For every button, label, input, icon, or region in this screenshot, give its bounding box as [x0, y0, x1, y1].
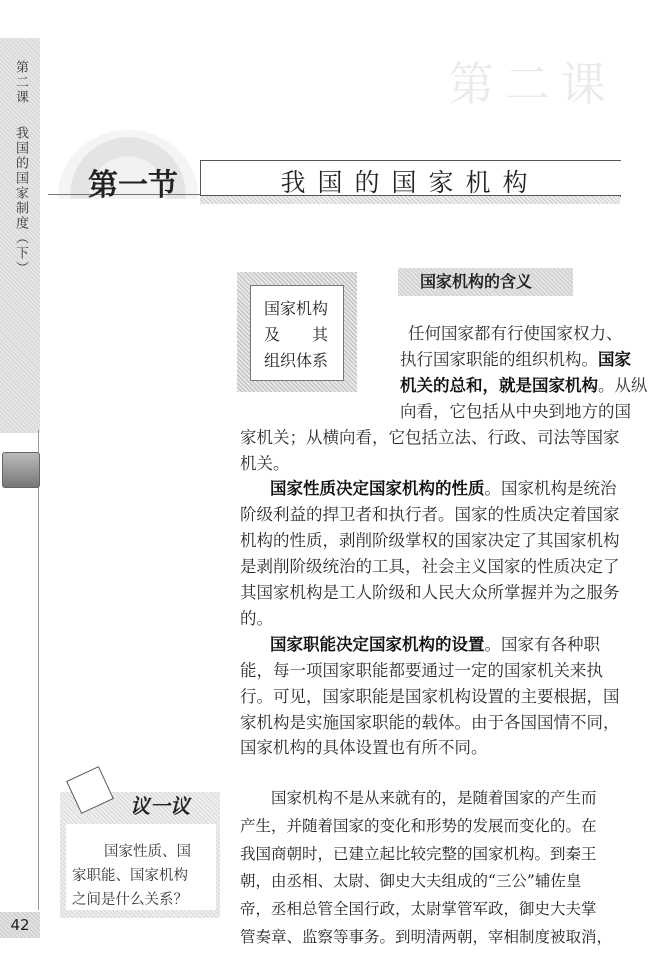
text-run: 。国家机构是统治 [484, 479, 617, 499]
text-run: 任何国家都有行使国家权力、 [408, 324, 623, 343]
key-point: 国家职能决定国家机构的设置 [270, 634, 485, 654]
body-line [400, 401, 631, 423]
subtopic-heading: 国家机构的含义 [398, 268, 573, 296]
frame-line: 国家机构 [264, 299, 329, 318]
watermark: 第二课 [448, 57, 616, 111]
body-line [240, 504, 620, 526]
text-run: 。国家有各种职 [484, 634, 600, 654]
paragraph-line: 管奏章、监察等事务。到明清两朝，宰相制度被取消， [240, 928, 613, 946]
sidebar-lesson: 第二课 [13, 60, 28, 105]
text-run: 向看，它包括从中央到地方的国 [400, 401, 631, 421]
body-line [270, 478, 617, 500]
body-line [240, 582, 620, 604]
body-line [240, 660, 603, 682]
text-run: 阶级利益的捍卫者和执行者。国家的性质决定着国家 [240, 505, 620, 525]
frame-line: 及 其 [264, 325, 329, 344]
paragraph-line: 帝，丞相总管全国行政，太尉掌管军政，御史大夫掌 [240, 900, 597, 919]
body-line [240, 686, 620, 708]
paragraph-line: 我国商朝时，已建立起比较完整的国家机构。到秦王 [240, 844, 597, 863]
paragraph-line: 朝，由丞相、太尉、御史大夫组成的“三公”辅佐皇 [240, 872, 582, 891]
text-run: 机关。 [240, 453, 290, 473]
discussion-line: 国家性质、国 [104, 844, 191, 860]
body-line [240, 737, 488, 759]
key-point: 机关的总和，就是国家机构 [400, 375, 598, 395]
body-line [240, 712, 620, 734]
text-run: 家机构是实施国家职能的载体。由于各国国情不同， [240, 712, 620, 732]
key-point: 国家 [598, 349, 631, 369]
page-number: 42 [0, 912, 40, 938]
key-point: 国家性质决定国家机构的性质 [270, 479, 485, 499]
text-run: 机构的性质，剥削阶级掌权的国家决定了其国家机构 [240, 531, 620, 551]
text-run: 行。可见，国家职能是国家机构设置的主要根据，国 [240, 686, 620, 706]
body-line [240, 453, 290, 475]
text-run: 。从纵 [598, 375, 648, 395]
text-run: 能，每一项国家职能都要通过一定的国家机关来执 [240, 660, 603, 680]
discussion-line: 家职能、国家机构 [72, 868, 188, 884]
paragraph-line: 产生，并随着国家的变化和形势的发展而变化的。在 [240, 816, 597, 835]
sidebar-lesson-title: 我国的国家制度（下） [13, 126, 28, 276]
text-run: 国家机构的具体设置也有所不同。 [240, 738, 488, 758]
body-line [240, 608, 273, 630]
text-run: 是剥削阶级统治的工具，社会主义国家的性质决定了 [240, 557, 620, 577]
text-run: 其国家机构是工人阶级和人民大众所掌握并为之服务 [240, 583, 620, 602]
body-line [240, 530, 620, 552]
text-run: 的。 [240, 608, 273, 628]
text-run: 执行国家职能的组织机构。 [400, 349, 598, 369]
body-line [400, 375, 648, 397]
section-number: 第一节 [88, 168, 178, 203]
paragraph-line: 国家机构不是从来就有的，是随着国家的产生而 [240, 789, 597, 807]
chapter-sidebar [0, 38, 40, 433]
book-icon [2, 452, 40, 488]
body-line [270, 634, 600, 656]
body-line [240, 556, 620, 578]
discussion-line: 之间是什么关系？ [72, 892, 188, 908]
body-line [408, 323, 623, 345]
frame-line: 组织体系 [264, 351, 329, 370]
section-title: 我国的国家机构 [280, 168, 540, 197]
margin-divider [38, 430, 39, 910]
body-line [400, 349, 631, 371]
text-run: 家机关；从横向看，它包括立法、行政、司法等国家 [240, 427, 620, 447]
body-line [240, 427, 620, 449]
discussion-title: 议一议 [130, 794, 190, 818]
